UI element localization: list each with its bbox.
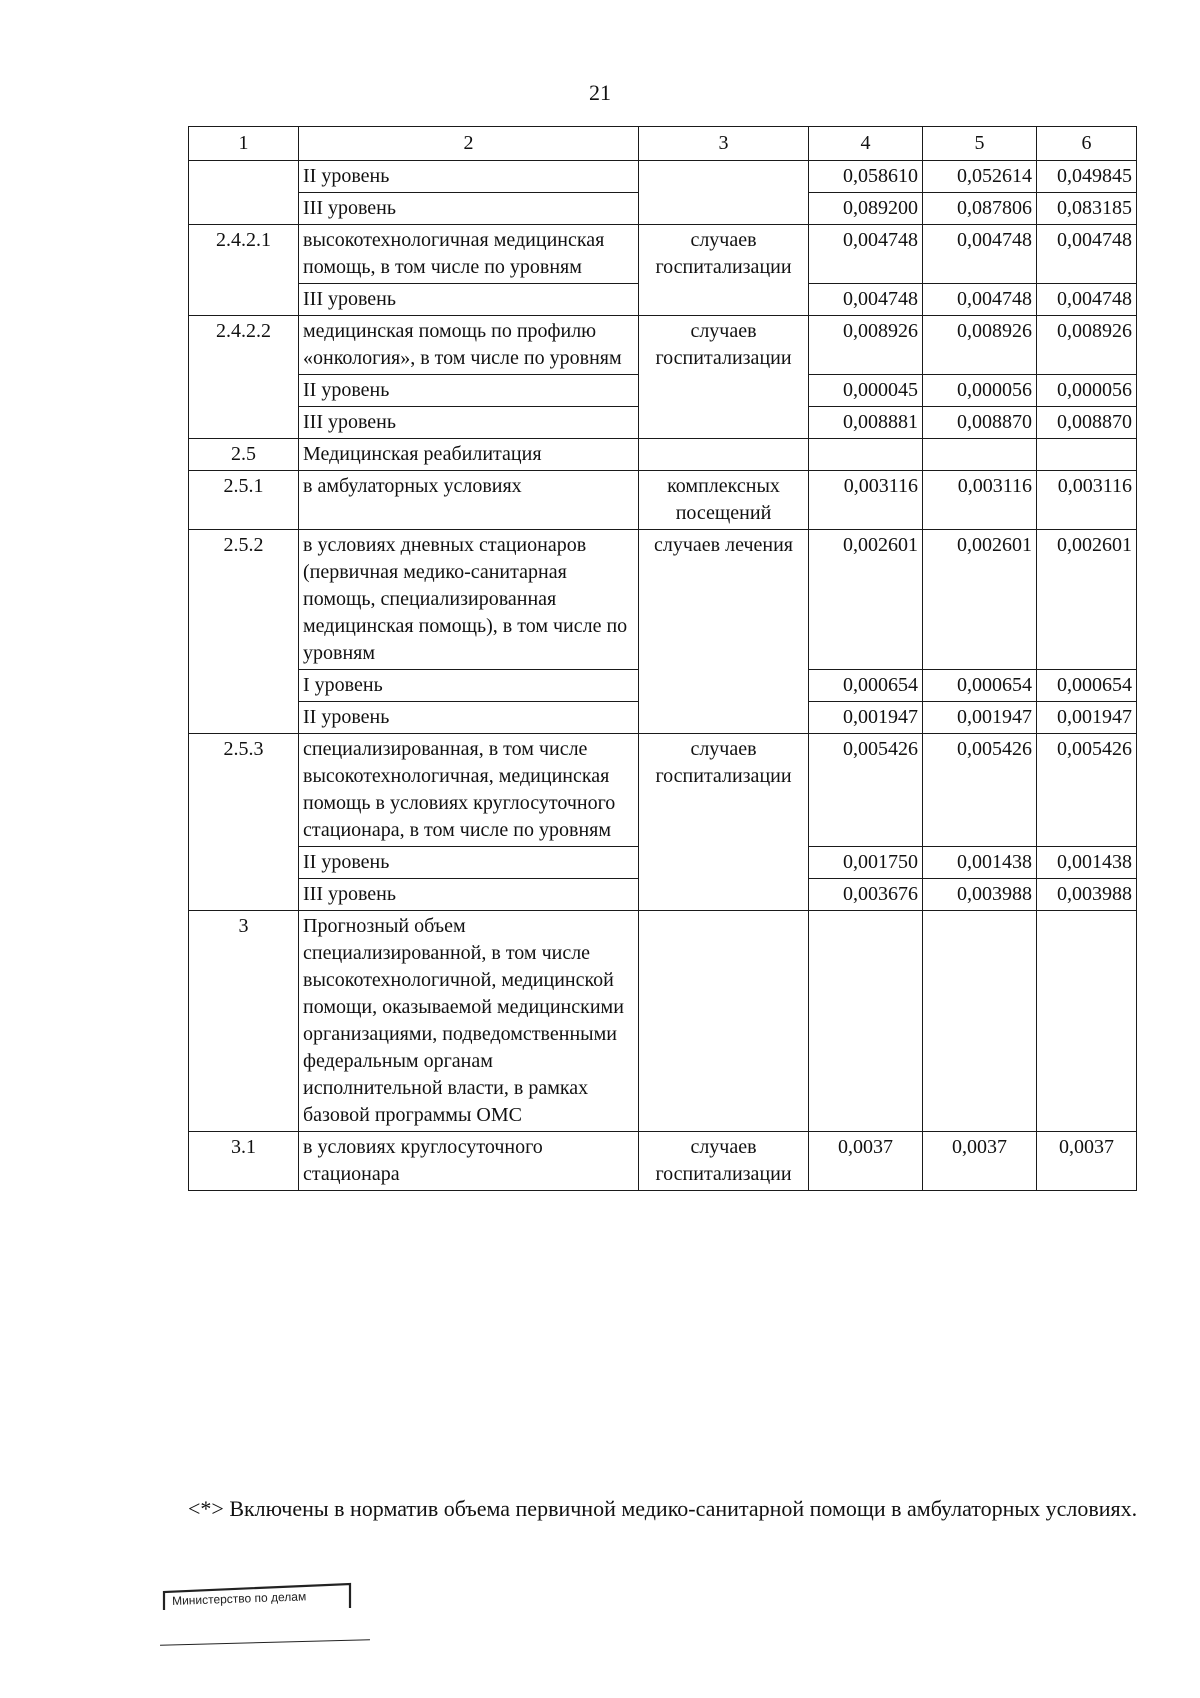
row-value-4: 0,001750 bbox=[809, 847, 923, 879]
row-name: II уровень bbox=[299, 161, 639, 193]
table-row bbox=[189, 161, 1137, 193]
row-value-5 bbox=[923, 911, 1037, 1132]
row-name: Прогнозный объем специализированной, в том числе высокотехнологичной, медицинской помощи, оказываемой медицинскими организациями, подведомственными федеральным органам исполнительной власти, в рамках базовой программы ОМС bbox=[299, 911, 639, 1132]
row-value-5: 0,000056 bbox=[923, 375, 1037, 407]
row-unit bbox=[639, 439, 809, 471]
row-unit: случаев госпитализации bbox=[639, 734, 809, 911]
table-header-row bbox=[189, 127, 1137, 161]
row-value-5: 0,004748 bbox=[923, 225, 1037, 284]
row-unit bbox=[639, 911, 809, 1132]
row-value-6: 0,001438 bbox=[1037, 847, 1137, 879]
row-value-5 bbox=[923, 439, 1037, 471]
row-value-5: 0,003116 bbox=[923, 471, 1037, 530]
row-value-5: 0,000654 bbox=[923, 670, 1037, 702]
row-value-5: 0,004748 bbox=[923, 284, 1037, 316]
table-row bbox=[189, 530, 1137, 670]
row-value-4: 0,004748 bbox=[809, 225, 923, 284]
row-value-6 bbox=[1037, 439, 1137, 471]
header-col-3: 3 bbox=[639, 127, 809, 161]
row-value-6: 0,001947 bbox=[1037, 702, 1137, 734]
row-value-6: 0,0037 bbox=[1037, 1132, 1137, 1191]
row-value-4: 0,005426 bbox=[809, 734, 923, 847]
row-value-5: 0,003988 bbox=[923, 879, 1037, 911]
row-value-4: 0,004748 bbox=[809, 284, 923, 316]
row-value-6: 0,083185 bbox=[1037, 193, 1137, 225]
row-value-5: 0,005426 bbox=[923, 734, 1037, 847]
row-value-4 bbox=[809, 439, 923, 471]
table-row bbox=[189, 911, 1137, 1132]
row-value-4: 0,089200 bbox=[809, 193, 923, 225]
signature-line bbox=[160, 1639, 370, 1645]
row-value-6: 0,008926 bbox=[1037, 316, 1137, 375]
row-unit bbox=[639, 161, 809, 225]
row-value-5: 0,008870 bbox=[923, 407, 1037, 439]
row-value-5: 0,087806 bbox=[923, 193, 1037, 225]
table-row bbox=[189, 225, 1137, 284]
header-col-1: 1 bbox=[189, 127, 299, 161]
row-name: II уровень bbox=[299, 375, 639, 407]
row-name: I уровень bbox=[299, 670, 639, 702]
row-name: в условиях круглосуточного стационара bbox=[299, 1132, 639, 1191]
row-value-6 bbox=[1037, 911, 1137, 1132]
ministry-stamp bbox=[158, 1580, 358, 1614]
row-value-4: 0,003116 bbox=[809, 471, 923, 530]
row-name: II уровень bbox=[299, 702, 639, 734]
row-unit: случаев госпитализации bbox=[639, 316, 809, 439]
header-col-5: 5 bbox=[923, 127, 1037, 161]
row-value-6: 0,003116 bbox=[1037, 471, 1137, 530]
row-unit: случаев лечения bbox=[639, 530, 809, 734]
row-name: III уровень bbox=[299, 407, 639, 439]
row-value-4: 0,008881 bbox=[809, 407, 923, 439]
row-value-6: 0,008870 bbox=[1037, 407, 1137, 439]
row-name: III уровень bbox=[299, 879, 639, 911]
table-row bbox=[189, 1132, 1137, 1191]
row-code: 2.5.1 bbox=[189, 471, 299, 530]
row-unit: случаев госпитализации bbox=[639, 225, 809, 316]
table-row bbox=[189, 439, 1137, 471]
row-code: 2.4.2.2 bbox=[189, 316, 299, 439]
row-value-6: 0,003988 bbox=[1037, 879, 1137, 911]
row-code: 2.5.3 bbox=[189, 734, 299, 911]
row-name: III уровень bbox=[299, 193, 639, 225]
row-value-6: 0,049845 bbox=[1037, 161, 1137, 193]
header-col-2: 2 bbox=[299, 127, 639, 161]
row-name: II уровень bbox=[299, 847, 639, 879]
row-value-6: 0,005426 bbox=[1037, 734, 1137, 847]
row-name: высокотехнологичная медицинская помощь, в том числе по уровням bbox=[299, 225, 639, 284]
row-code: 3.1 bbox=[189, 1132, 299, 1191]
row-name: в условиях дневных стационаров (первичная медико-санитарная помощь, специализированная медицинская помощь), в том числе по уровням bbox=[299, 530, 639, 670]
row-value-4: 0,000045 bbox=[809, 375, 923, 407]
table-row bbox=[189, 316, 1137, 375]
table-row bbox=[189, 734, 1137, 847]
header-col-6: 6 bbox=[1037, 127, 1137, 161]
table-row bbox=[189, 471, 1137, 530]
row-value-5: 0,001438 bbox=[923, 847, 1037, 879]
row-code: 2.5.2 bbox=[189, 530, 299, 734]
row-name: III уровень bbox=[299, 284, 639, 316]
row-value-4: 0,003676 bbox=[809, 879, 923, 911]
row-value-5: 0,008926 bbox=[923, 316, 1037, 375]
page-number: 21 bbox=[589, 80, 611, 105]
row-name: в амбулаторных условиях bbox=[299, 471, 639, 530]
header-col-4: 4 bbox=[809, 127, 923, 161]
row-value-5: 0,001947 bbox=[923, 702, 1037, 734]
footnote: <*> Включены в норматив объема первичной медико-санитарной помощи в амбулаторных условиях. bbox=[188, 1496, 1138, 1521]
row-value-4: 0,0037 bbox=[809, 1132, 923, 1191]
row-value-4: 0,058610 bbox=[809, 161, 923, 193]
row-value-6: 0,002601 bbox=[1037, 530, 1137, 670]
row-name: Медицинская реабилитация bbox=[299, 439, 639, 471]
row-value-5: 0,002601 bbox=[923, 530, 1037, 670]
row-value-6: 0,004748 bbox=[1037, 284, 1137, 316]
row-value-4: 0,008926 bbox=[809, 316, 923, 375]
row-value-4: 0,002601 bbox=[809, 530, 923, 670]
svg-text:Министерство по делам: Министерство по делам bbox=[171, 1589, 307, 1608]
row-value-6: 0,000056 bbox=[1037, 375, 1137, 407]
row-value-4: 0,000654 bbox=[809, 670, 923, 702]
row-value-6: 0,004748 bbox=[1037, 225, 1137, 284]
row-name: медицинская помощь по профилю «онкология», в том числе по уровням bbox=[299, 316, 639, 375]
row-value-4: 0,001947 bbox=[809, 702, 923, 734]
row-value-5: 0,0037 bbox=[923, 1132, 1037, 1191]
row-name: специализированная, в том числе высокотехнологичная, медицинская помощь в условиях круглосуточного стационара, в том числе по уровням bbox=[299, 734, 639, 847]
norms-table bbox=[188, 126, 1137, 1191]
row-unit: случаев госпитализации bbox=[639, 1132, 809, 1191]
row-code bbox=[189, 161, 299, 225]
row-value-4 bbox=[809, 911, 923, 1132]
row-value-5: 0,052614 bbox=[923, 161, 1037, 193]
row-value-6: 0,000654 bbox=[1037, 670, 1137, 702]
row-code: 3 bbox=[189, 911, 299, 1132]
row-unit: комплексных посещений bbox=[639, 471, 809, 530]
row-code: 2.4.2.1 bbox=[189, 225, 299, 316]
row-code: 2.5 bbox=[189, 439, 299, 471]
